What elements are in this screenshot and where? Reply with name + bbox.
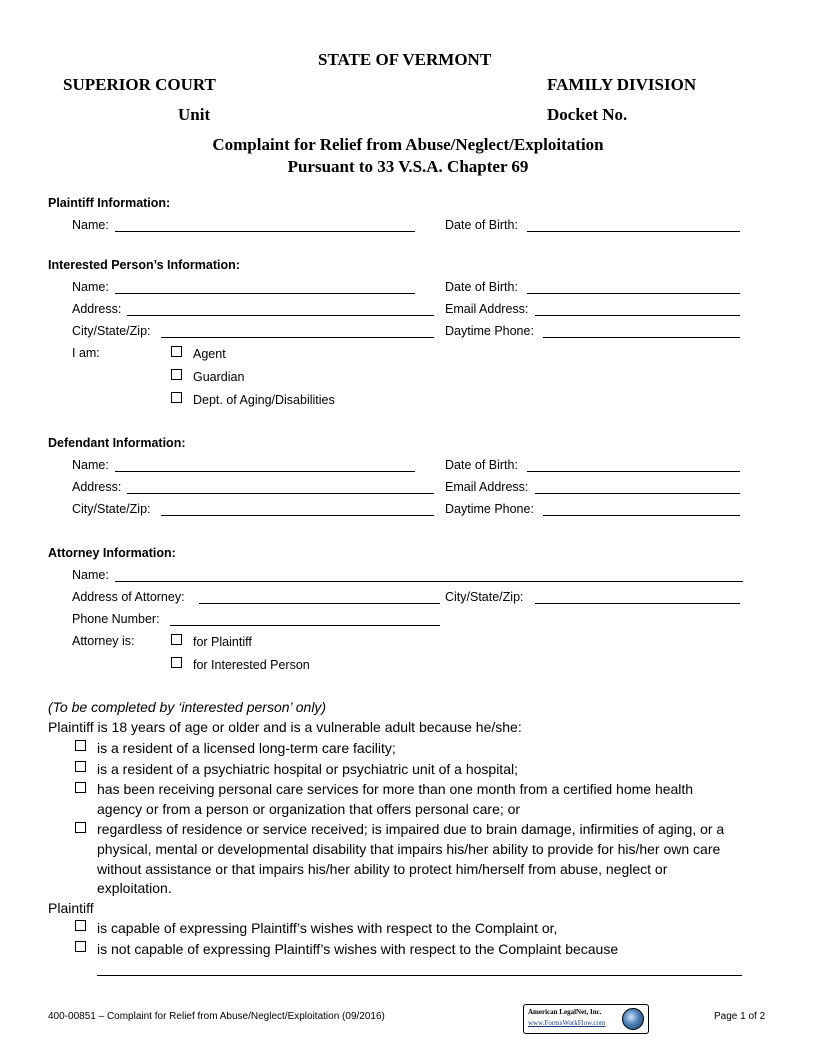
plaintiff-capability-label: Plaintiff [48,900,94,916]
defendant-name-label: Name: [72,458,109,472]
attorney-address-field[interactable] [199,603,440,604]
logo-company: American LegalNet, Inc. [528,1008,602,1016]
interested-dob-label: Date of Birth: [445,280,518,294]
plaintiff-name-label: Name: [72,218,109,232]
not-capable-reason-field[interactable] [97,975,742,976]
agent-checkbox[interactable] [171,346,182,357]
attorney-phone-field[interactable] [170,625,440,626]
interested-name-field[interactable] [115,293,415,294]
attorney-address-label: Address of Attorney: [72,590,185,604]
defendant-heading: Defendant Information: [48,436,186,450]
not-capable-checkbox[interactable] [75,941,86,952]
ltc-facility-label: is a resident of a licensed long-term care facility; [97,740,396,756]
interested-dob-field[interactable] [527,293,740,294]
capable-label: is capable of expressing Plaintiff’s wishes with respect to the Complaint or, [97,920,558,936]
interested-only-note: (To be completed by ‘interested person’ only) [48,699,327,715]
impaired-label-1: regardless of residence or service received; is impaired due to brain damage, infirmities of aging, or a [97,821,725,837]
for-plaintiff-checkbox[interactable] [171,634,182,645]
interested-email-label: Email Address: [445,302,529,316]
plaintiff-dob-field[interactable] [527,231,740,232]
for-interested-checkbox[interactable] [171,657,182,668]
attorney-phone-label: Phone Number: [72,612,160,626]
attorney-city-field[interactable] [535,603,740,604]
personal-care-label-2: agency or from a person or organization that offers personal care; or [97,801,521,817]
division-name: FAMILY DIVISION [547,75,697,94]
court-name: SUPERIOR COURT [63,75,216,94]
interested-email-field[interactable] [535,315,740,316]
attorney-name-label: Name: [72,568,109,582]
guardian-label: Guardian [193,370,245,384]
interested-address-label: Address: [72,302,122,316]
logo-url[interactable]: www.FormsWorkFlow.com [528,1019,606,1027]
page-number: Page 1 of 2 [714,1011,766,1022]
for-plaintiff-label: for Plaintiff [193,635,252,649]
plaintiff-heading: Plaintiff Information: [48,196,171,210]
impaired-checkbox[interactable] [75,822,86,833]
psych-hospital-checkbox[interactable] [75,761,86,772]
docket-label: Docket No. [547,105,628,124]
impaired-label-2: physical, mental or developmental disability that impairs his/her ability to provide for his/her own care [97,841,721,857]
interested-city-label: City/State/Zip: [72,324,151,338]
unit-label: Unit [178,105,211,124]
interested-city-field[interactable] [161,337,434,338]
american-legalnet-logo [523,1004,649,1034]
defendant-city-field[interactable] [161,515,434,516]
dept-aging-label: Dept. of Aging/Disabilities [193,393,335,407]
defendant-email-label: Email Address: [445,480,529,494]
defendant-name-field[interactable] [115,471,415,472]
agent-label: Agent [193,347,226,361]
defendant-address-label: Address: [72,480,122,494]
impaired-label-4: exploitation. [97,880,172,896]
attorney-name-field[interactable] [115,581,743,582]
capable-checkbox[interactable] [75,920,86,931]
attorney-heading: Attorney Information: [48,546,176,560]
interested-phone-field[interactable] [543,337,740,338]
defendant-city-label: City/State/Zip: [72,502,151,516]
globe-icon [622,1008,644,1030]
dept-aging-checkbox[interactable] [171,392,182,403]
personal-care-label-1: has been receiving personal care services for more than one month from a certified home health [97,781,694,797]
state-title: STATE OF VERMONT [318,50,492,69]
personal-care-checkbox[interactable] [75,782,86,793]
defendant-phone-field[interactable] [543,515,740,516]
for-interested-label: for Interested Person [193,658,310,672]
defendant-email-field[interactable] [535,493,740,494]
not-capable-label: is not capable of expressing Plaintiff’s wishes with respect to the Complaint because [97,941,619,957]
plaintiff-name-field[interactable] [115,231,415,232]
form-number: 400-00851 – Complaint for Relief from Abuse/Neglect/Exploitation (09/2016) [48,1011,385,1022]
form-title: Complaint for Relief from Abuse/Neglect/Exploitation [212,135,604,154]
ltc-facility-checkbox[interactable] [75,740,86,751]
impaired-label-3: without assistance or that impairs his/her ability to protect him/herself from abuse, neglect or [97,861,668,877]
vulnerable-intro: Plaintiff is 18 years of age or older and is a vulnerable adult because he/she: [48,719,522,735]
plaintiff-dob-label: Date of Birth: [445,218,518,232]
defendant-dob-field[interactable] [527,471,740,472]
guardian-checkbox[interactable] [171,369,182,380]
interested-heading: Interested Person’s Information: [48,258,240,272]
interested-address-field[interactable] [127,315,434,316]
attorney-is-label: Attorney is: [72,634,135,648]
interested-name-label: Name: [72,280,109,294]
iam-label: I am: [72,346,100,360]
attorney-city-label: City/State/Zip: [445,590,524,604]
interested-phone-label: Daytime Phone: [445,324,534,338]
defendant-dob-label: Date of Birth: [445,458,518,472]
defendant-address-field[interactable] [127,493,434,494]
form-subtitle: Pursuant to 33 V.S.A. Chapter 69 [287,157,529,176]
defendant-phone-label: Daytime Phone: [445,502,534,516]
psych-hospital-label: is a resident of a psychiatric hospital or psychiatric unit of a hospital; [97,761,518,777]
